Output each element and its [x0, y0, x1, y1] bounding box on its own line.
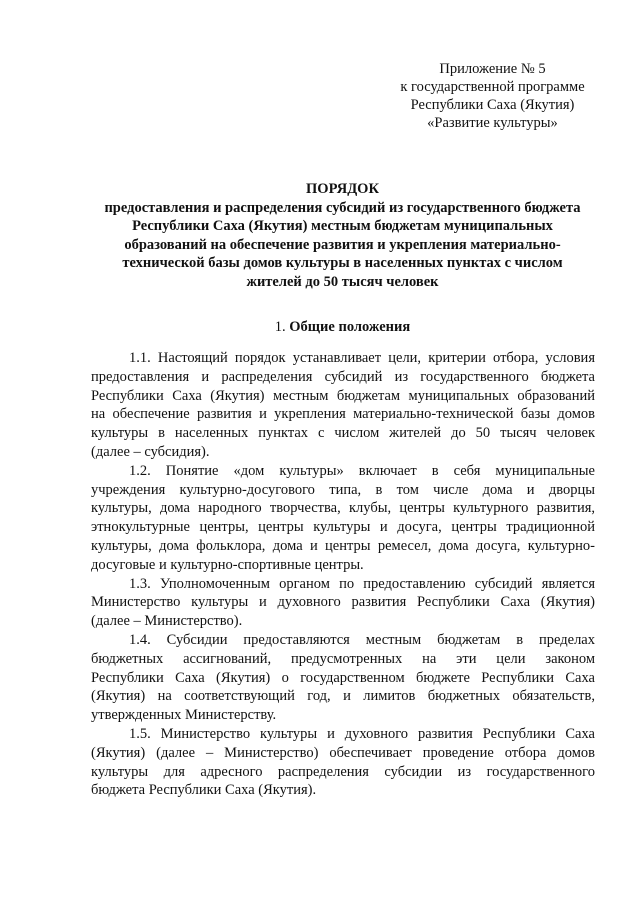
paragraph-1-2 — [91, 462, 595, 575]
paragraph-line: 1.2. Понятие «дом культуры» включает в себя муниципальные — [129, 462, 595, 479]
title-line: предоставления и распределения субсидий из государственного бюджета — [104, 199, 581, 216]
paragraph-line: культуры, дома народного творчества, клубы, центры культурного развития, — [91, 500, 595, 517]
section-number: 1. — [274, 319, 286, 335]
paragraph-line: (Якутия) на соответствующий год, и лимитов бюджетных обязательств, — [91, 688, 595, 705]
paragraph-line: учреждения культурно-досугового типа, в том числе дома и дворцы — [91, 481, 595, 498]
paragraph-line: Министерство культуры и духовного развития Республики Саха (Якутия) — [91, 594, 595, 611]
paragraph-line: Республики Саха (Якутия) о государственном бюджете Республики Саха — [91, 669, 595, 686]
paragraph-line: (далее – Министерство). — [91, 613, 243, 630]
paragraph-line: утвержденных Министерству. — [91, 707, 277, 724]
paragraph-line: (Якутия) (далее – Министерство) обеспечивает проведение отбора домов — [91, 744, 595, 761]
paragraph-line: культуры, дома фольклора, дома и центры ремесел, дома досуга, культурно- — [91, 537, 595, 554]
title-line: образований на обеспечение развития и укрепления материально- — [124, 236, 561, 253]
appendix-republic: Республики Саха (Якутия) — [410, 97, 575, 113]
title-line: Республики Саха (Якутия) местным бюджетам муниципальных — [132, 218, 553, 234]
paragraph-line: (далее – субсидия). — [91, 443, 210, 460]
paragraph-line: 1.3. Уполномоченным органом по предоставлению субсидий является — [129, 575, 595, 592]
paragraph-line: предоставления и распределения субсидий из государственного бюджета — [91, 368, 595, 385]
paragraph-1-4 — [91, 631, 595, 725]
paragraph-1-5 — [91, 725, 595, 800]
paragraph-line: культуры для адресного распределения субсидии из государственного — [91, 763, 595, 780]
paragraph-line: бюджета Республики Саха (Якутия). — [91, 782, 317, 799]
appendix-program-name: «Развитие культуры» — [427, 115, 558, 131]
appendix-program-ref: к государственной программе — [400, 79, 585, 95]
title-line: технической базы домов культуры в населенных пунктах с числом — [122, 255, 563, 271]
paragraph-line: Республики Саха (Якутия) местным бюджетам муниципальных образований — [91, 387, 595, 404]
appendix-number: Приложение № 5 — [439, 61, 546, 77]
paragraph-line: культуры в населенных пунктах с числом жителей до 50 тысяч человек — [91, 425, 595, 442]
paragraph-1-1 — [91, 349, 595, 462]
document-title — [80, 180, 605, 291]
title-line: жителей до 50 тысяч человек — [246, 273, 439, 290]
paragraph-line: 1.4. Субсидии предоставляются местным бюджетам в пределах — [129, 631, 595, 648]
section-heading — [80, 318, 605, 336]
appendix-note — [380, 60, 605, 132]
paragraph-line: 1.1. Настоящий порядок устанавливает цели, критерии отбора, условия — [129, 350, 595, 366]
paragraph-line: 1.5. Министерство культуры и духовного развития Республики Саха — [129, 725, 595, 742]
paragraph-line: досуговые и культурно-спортивные центры. — [91, 556, 364, 573]
title-heading: ПОРЯДОК — [306, 181, 379, 197]
paragraph-1-3 — [91, 575, 595, 631]
paragraph-line: бюджетных ассигнований, предусмотренных на эти цели законом — [91, 650, 595, 667]
section-title: Общие положения — [289, 319, 411, 335]
paragraph-line: этнокультурные центры, центры культуры и досуга, центры традиционной — [91, 519, 595, 536]
body-text — [91, 349, 595, 800]
paragraph-line: на обеспечение развития и укрепления материально-технической базы домов — [91, 406, 595, 423]
